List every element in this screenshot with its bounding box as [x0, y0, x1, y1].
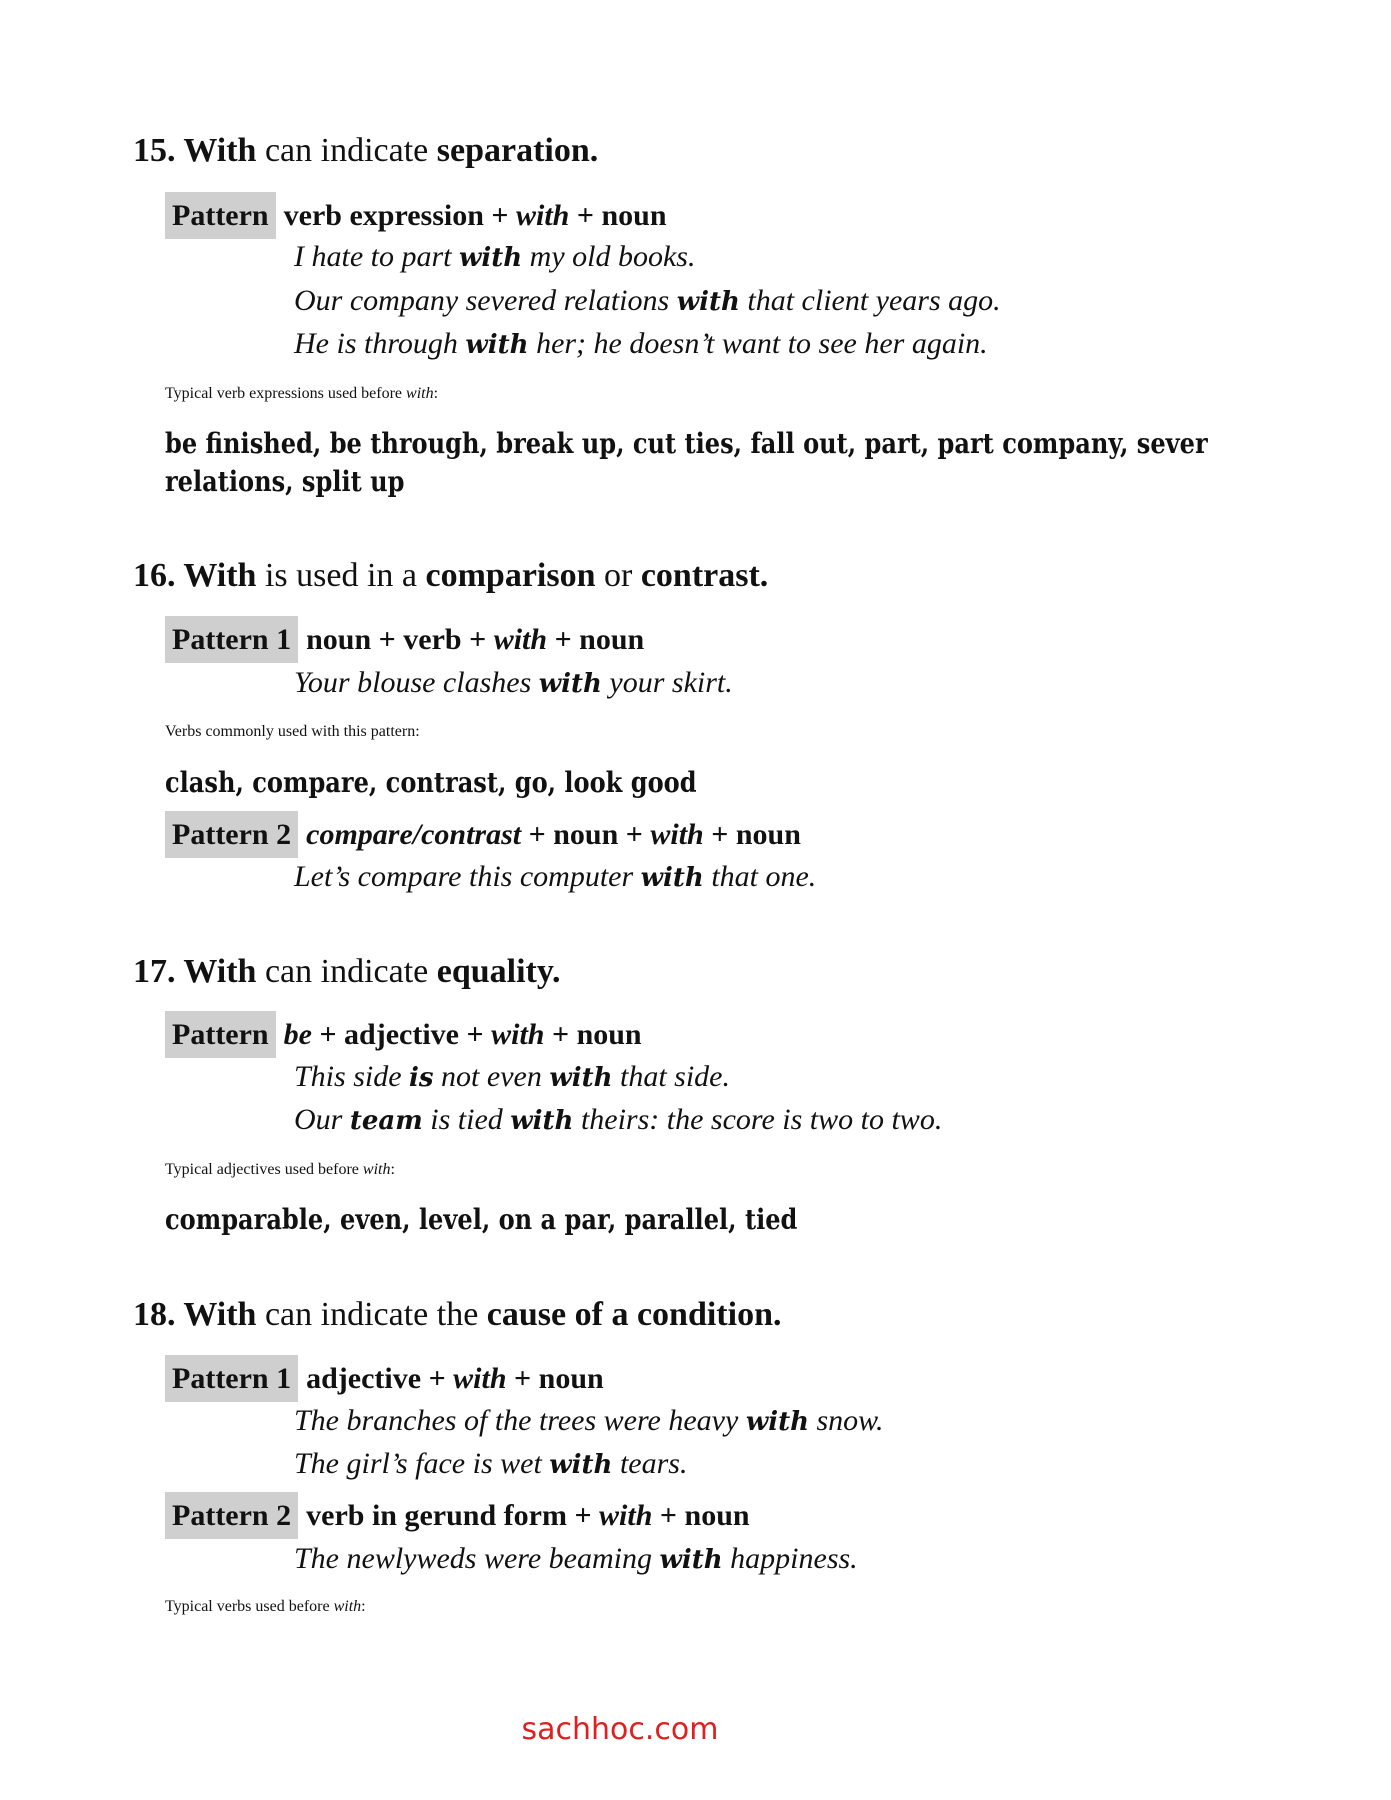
text-run: contrast.: [640, 557, 769, 594]
list-line: [165, 460, 404, 504]
heading-line: [133, 1293, 781, 1337]
text-line: [165, 372, 438, 416]
pattern-line: [165, 616, 644, 660]
example-line: [294, 322, 988, 366]
text-run: Typical verbs used before: [165, 1598, 334, 1615]
text-run: with: [745, 1407, 809, 1437]
text-run: verb expression +: [283, 199, 516, 232]
text-run: separation.: [436, 132, 599, 169]
pattern-line: [165, 192, 667, 236]
pattern-label: Pattern 2: [165, 811, 298, 858]
text-run: with: [453, 1362, 507, 1395]
text-run: with: [465, 330, 529, 360]
pattern-label: Pattern 1: [165, 616, 298, 663]
text-run: with: [491, 1018, 545, 1051]
text-run: that client years ago.: [739, 284, 1001, 317]
pattern-label: Pattern 1: [165, 1355, 298, 1402]
example-line: [294, 661, 733, 705]
text-run: can indicate: [256, 132, 437, 169]
text-run: verb in gerund form +: [306, 1499, 600, 1532]
text-run: adjective +: [306, 1362, 454, 1395]
example-line: [294, 1399, 883, 1443]
text-run: with: [650, 818, 704, 851]
text-run: He is through: [294, 327, 466, 360]
text-run: comparison: [425, 557, 596, 594]
text-line: [165, 1148, 395, 1192]
text-run: The branches of the trees were heavy: [294, 1404, 746, 1437]
text-run: + noun: [547, 623, 645, 656]
text-run: clash, compare, contrast, go, look good: [165, 766, 697, 799]
text-run: with: [659, 1545, 723, 1575]
text-run: happiness.: [722, 1542, 858, 1575]
text-run: with: [516, 199, 570, 232]
text-run: with: [510, 1106, 574, 1136]
example-line: [294, 1098, 942, 1142]
heading-line: [133, 554, 768, 598]
watermark: sachhoc.com: [521, 1712, 719, 1747]
text-run: Your blouse clashes: [294, 666, 539, 699]
text-run: 16. With: [133, 557, 257, 594]
text-run: that side.: [612, 1060, 730, 1093]
text-run: Our company severed relations: [294, 284, 677, 317]
text-run: with: [362, 1161, 391, 1178]
text-run: her; he doesn’t want to see her again.: [528, 327, 988, 360]
example-line: [294, 279, 1001, 323]
pattern-label: Pattern: [165, 1011, 276, 1058]
text-run: Typical adjectives used before: [165, 1161, 363, 1178]
text-run: with: [549, 1063, 613, 1093]
text-run: + noun: [569, 199, 667, 232]
text-run: with: [676, 287, 740, 317]
example-line: [294, 1442, 687, 1486]
text-run: :: [361, 1598, 366, 1615]
text-run: Our: [294, 1103, 350, 1136]
pattern-line: [165, 1355, 604, 1399]
text-run: I hate to part: [294, 240, 459, 273]
pattern-label: Pattern 2: [165, 1492, 298, 1539]
text-run: can indicate the: [256, 1296, 487, 1333]
pattern-line: [165, 1011, 642, 1055]
list-line: [165, 761, 697, 805]
text-run: 15. With: [133, 132, 257, 169]
example-line: [294, 235, 695, 279]
text-run: + noun: [544, 1018, 642, 1051]
text-run: equality.: [436, 953, 561, 990]
text-line: [165, 710, 420, 754]
text-run: + noun: [652, 1499, 750, 1532]
text-run: + noun: [703, 818, 801, 851]
text-run: with: [640, 863, 704, 893]
text-run: Typical verb expressions used before: [165, 385, 407, 402]
text-run: is used in a: [256, 557, 426, 594]
text-run: with: [493, 623, 548, 656]
text-run: with: [538, 669, 602, 699]
text-run: with: [549, 1450, 613, 1480]
list-line: [165, 1198, 797, 1242]
heading-line: [133, 950, 561, 994]
text-run: tears.: [612, 1447, 688, 1480]
text-line: [165, 1585, 366, 1629]
text-run: 17. With: [133, 953, 257, 990]
heading-line: [133, 129, 598, 173]
text-run: + noun +: [521, 818, 651, 851]
text-run: :: [433, 385, 439, 402]
text-run: noun + verb +: [306, 623, 494, 656]
text-run: that one.: [703, 860, 817, 893]
text-run: can indicate: [256, 953, 437, 990]
text-run: snow.: [809, 1404, 884, 1437]
text-run: cause of a condition.: [486, 1296, 782, 1333]
text-run: + adjective +: [311, 1018, 492, 1051]
text-run: The girl’s face is wet: [294, 1447, 550, 1480]
text-run: or: [595, 557, 641, 594]
text-run: The newlyweds were beaming: [294, 1542, 660, 1575]
example-line: [294, 855, 816, 899]
text-run: team: [349, 1106, 423, 1136]
text-run: theirs: the score is two to two.: [573, 1103, 943, 1136]
text-run: relations, split up: [165, 465, 405, 498]
text-run: + noun: [506, 1362, 604, 1395]
text-run: Let’s compare this computer: [294, 860, 641, 893]
text-run: comparable, even, level, on a par, parallel, tied: [165, 1203, 798, 1236]
text-run: This side: [294, 1060, 410, 1093]
text-run: compare/contrast: [306, 818, 522, 851]
example-line: [294, 1537, 858, 1581]
pattern-line: [165, 811, 801, 855]
pattern-line: [165, 1492, 750, 1536]
text-run: Verbs commonly used with this pattern:: [165, 723, 420, 740]
text-run: with: [333, 1598, 362, 1615]
text-run: with: [406, 385, 434, 402]
text-run: with: [599, 1499, 653, 1532]
text-run: with: [459, 243, 523, 273]
text-run: :: [390, 1161, 395, 1178]
text-run: is tied: [422, 1103, 511, 1136]
text-run: is: [409, 1063, 434, 1093]
text-run: not even: [433, 1060, 550, 1093]
example-line: [294, 1055, 730, 1099]
text-run: 18. With: [133, 1296, 257, 1333]
text-run: be finished, be through, break up, cut ties, fall out, part, part company, sever: [165, 427, 1208, 460]
pattern-label: Pattern: [165, 192, 276, 239]
text-run: my old books.: [522, 240, 696, 273]
text-run: your skirt.: [601, 666, 733, 699]
text-run: be: [283, 1018, 312, 1051]
